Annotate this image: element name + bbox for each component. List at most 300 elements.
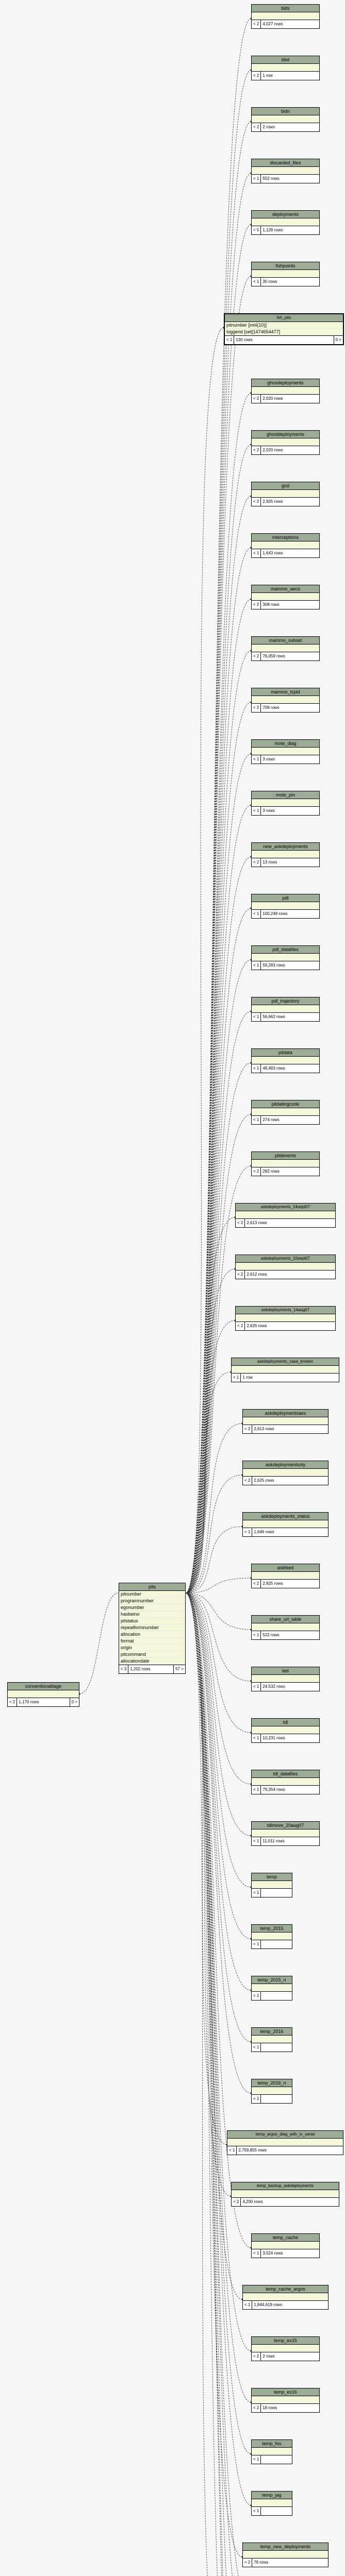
table-body-spacer [252,1984,292,1991]
table-tdlmove_20aug07[interactable] [251,1821,320,1846]
row-count: 100,249 rows [262,911,288,916]
column-row[interactable]: repeatformnumber [119,1624,185,1631]
table-name[interactable]: pitdata [252,1049,319,1057]
row-count: 282 rows [262,1169,280,1174]
table-meta [252,961,319,970]
parents-count: < 1 [252,1683,261,1691]
table-meta [243,1425,328,1433]
parents-count: < 1 [252,2455,261,2464]
table-name[interactable]: mammo_subset [252,637,319,645]
table-mammo_tcpid[interactable] [251,688,320,713]
edge-interceptions-to-pits [186,548,251,1593]
parents-count: < 2 [252,2352,261,2361]
edge-temp_jag-to-pits [186,1593,251,2505]
column-row[interactable]: pitnumber [int4(10)] [225,322,343,329]
table-name[interactable]: share_url_table [252,1616,319,1623]
table-meta [252,2455,292,2464]
table-temp_backup_askdeployments[interactable] [231,2182,339,2207]
table-name[interactable]: temp_fos [252,2440,292,2448]
table-name[interactable]: temp [252,1873,292,1881]
parents-count: < 1 [252,1786,261,1794]
table-name[interactable]: conventionalitage [8,1683,79,1690]
row-count: 18 rows [262,2405,277,2410]
table-name[interactable]: temp_ex16 [252,2388,319,2396]
parents-count: < 2 [252,601,261,609]
table-meta [243,2558,328,2567]
parents-count: < 1 [252,807,261,815]
table-meta [252,2094,292,2103]
table-temp_2015_n[interactable] [251,1976,292,2001]
parents-count: < 1 [252,1992,261,2000]
table-meta [252,1167,319,1176]
table-body-spacer [252,2036,292,2043]
table-name[interactable]: tdlmove_20aug07 [252,1822,319,1829]
table-temp[interactable] [251,1873,292,1897]
parents-count: < 2 [252,2404,261,2412]
table-body-spacer [252,2087,292,2094]
table-meta [252,1888,292,1897]
table-pdl_trajectory[interactable] [251,997,320,1022]
parents-count: < 2 [232,2198,241,2206]
parents-count: < 1 [252,961,261,970]
table-body-spacer [252,2345,319,2352]
table-body-spacer [252,696,319,703]
column-row[interactable]: programnumber [119,1598,185,1604]
edge-pdl_trajectory-to-pits [186,1011,251,1593]
row-count: 2,613 rows [254,1427,274,1431]
row-count: 130 rows [234,336,334,344]
row-count [261,1889,292,1897]
table-meta [252,549,319,557]
parents-count: < 1 [252,2043,261,2052]
row-count: 56,662 rows [262,1014,285,1019]
parents-count: < 2 [252,1167,261,1176]
table-body-spacer [252,438,319,446]
column-row[interactable]: format [119,1638,185,1645]
table-meta [252,446,319,454]
table-name[interactable]: new_askdeployments [252,843,319,851]
edge-temp_backup_askdeployments-to-pits [186,1593,231,2196]
table-name[interactable]: grid [252,482,319,490]
table-meta [252,1785,319,1794]
table-meta [252,497,319,506]
row-count: 1 row [262,73,273,78]
table-name[interactable]: askdeployments_24sept07 [236,1204,335,1211]
parents-count: < 2 [252,395,261,403]
table-mammo_subset[interactable] [251,636,320,661]
row-count: 11,011 rows [262,1839,285,1843]
children-count: 57 > [175,1667,184,1671]
table-name[interactable]: fsh_pits [225,314,343,322]
parents-count: < 1 [252,1013,261,1021]
table-ted[interactable] [251,1667,320,1691]
parents-count: < 1 [252,1940,261,1948]
table-body-spacer [252,799,319,806]
table-name[interactable]: deployments [252,211,319,218]
table-body-spacer [252,387,319,394]
table-temp_new_deployments[interactable] [242,2543,328,2567]
table-meta [252,1631,319,1639]
table-ghosdeployments[interactable] [251,379,320,403]
table-meta [252,277,319,286]
table-meta [252,652,319,660]
table-deployments[interactable] [251,210,320,235]
parents-count: < 1 [252,1734,261,1742]
table-temp_cache_argos[interactable] [242,2285,328,2310]
column-row[interactable]: pitcommand [119,1651,185,1658]
table-meta [252,123,319,131]
row-count: 2,612 rows [247,1272,267,1277]
table-meta [252,2506,292,2515]
table-meta [252,1837,319,1845]
table-askfeed[interactable] [251,1564,320,1588]
row-count: 4,027 rows [262,22,283,26]
edge-pdl-to-pits [186,908,251,1593]
table-meta [225,335,343,344]
children-count: 0 > [335,337,341,342]
edge-temp_2015_n-to-pits [186,1593,251,1990]
table-name[interactable]: askdeploymentsaes [243,1410,328,1417]
parents-count: < 3 [119,1665,128,1673]
row-count: 30 rows [262,279,277,284]
row-count: 3 rows [262,757,275,761]
parents-count: < 2 [8,1698,17,1706]
row-count [261,1940,292,1948]
table-name[interactable]: tdl_datafiles [252,1770,319,1778]
table-name[interactable]: pitdatingcode [252,1100,319,1108]
edge-fsh_pits-to-pits [186,328,224,1593]
table-body-spacer [252,1623,319,1631]
table-name[interactable]: pits [119,1583,185,1591]
column-row[interactable]: pitnumber [119,1591,185,1598]
table-meta [252,755,319,764]
parents-count: < 2 [243,1425,252,1433]
row-count: 10,231 rows [262,1736,285,1740]
table-new_askdeployments[interactable] [251,842,320,867]
table-meta [243,1476,328,1485]
row-count: 2,625 rows [247,1324,267,1328]
table-temp_ex15[interactable] [251,2336,320,2361]
table-meta [252,1579,319,1588]
table-body-spacer [243,1417,328,1425]
table-meta [243,1528,328,1536]
table-temp_cache[interactable] [251,2233,320,2258]
table-fsh_pits[interactable] [224,313,344,345]
table-meta [252,806,319,815]
table-body-spacer [227,2139,343,2146]
parents-count: < 1 [252,1116,261,1124]
parents-count: < 1 [232,1374,241,1382]
table-interceptions[interactable] [251,533,320,558]
table-temp_2016_n[interactable] [251,2079,292,2104]
table-body-spacer [252,1829,319,1837]
table-name[interactable]: temp_2015 [252,1925,292,1933]
table-tdl_datafiles[interactable] [251,1770,320,1794]
table-body-spacer [252,593,319,600]
row-count: 2,020 rows [262,448,283,452]
table-askdeploymentsoty[interactable] [242,1461,328,1485]
parents-count: < 1 [227,2146,237,2155]
table-name[interactable]: temp_cache [252,2234,319,2242]
table-name[interactable]: ted [252,1667,319,1675]
table-meta [252,703,319,712]
row-count: 2 rows [262,2354,275,2359]
table-askdeployments_status[interactable] [242,1512,328,1537]
table-meta [252,2352,319,2361]
table-bbd[interactable] [251,56,320,80]
parents-count: < 1 [252,1631,261,1639]
row-count: 274 rows [262,1117,280,1122]
table-name[interactable]: temp_2016 [252,2028,292,2036]
table-name[interactable]: askdeploymentsoty [243,1461,328,1469]
edge-bids-to-pits [186,19,251,1593]
table-body-spacer [236,1211,335,1218]
table-name[interactable]: pdl [252,894,319,902]
table-askdeploymentsaes[interactable] [242,1409,328,1434]
table-name[interactable]: temp_new_deployments [243,2543,328,2551]
table-meta [232,2197,339,2206]
parents-count: < 1 [252,755,261,764]
table-bidn[interactable] [251,107,320,132]
table-pdl[interactable] [251,894,320,919]
table-body-spacer [252,851,319,858]
table-name[interactable]: askdeployments_status [243,1513,328,1520]
table-temp_2015[interactable] [251,1924,292,1949]
table-name[interactable]: pitdevents [252,1152,319,1160]
row-count: 2,759,855 rows [238,2148,267,2153]
parents-count: < 1 [243,1528,252,1536]
table-share_url_table[interactable] [251,1615,320,1640]
parents-count: < 2 [252,446,261,454]
table-meta [227,2146,343,2155]
children-count: 0 > [71,1700,77,1704]
row-count: 1 row [242,1375,253,1380]
row-count: 79,354 rows [262,1787,285,1792]
table-mammo_aeco[interactable] [251,585,320,609]
row-count: 2,613 rows [247,1221,267,1225]
column-row[interactable]: allocation [119,1631,185,1638]
table-name[interactable]: askdeployments_14aug07 [236,1307,335,1314]
row-count: 552 rows [262,176,280,181]
parents-count: < 2 [236,1322,245,1330]
table-name[interactable]: pdl_trajectory [252,997,319,1005]
parents-count: < 1 [252,549,261,557]
table-askdeployments_24sept07[interactable] [235,1203,336,1228]
row-count: 76,059 rows [262,654,285,658]
row-count: 76 rows [254,2560,269,2565]
table-meta [119,1665,185,1673]
table-name[interactable]: pdl_datafiles [252,946,319,954]
table-meta [8,1698,79,1706]
table-body-spacer [252,1778,319,1785]
row-count: 59,283 rows [262,963,285,968]
parents-count: < 2 [252,704,261,712]
table-name[interactable]: mammo_aeco [252,585,319,593]
table-meta [252,2249,319,2258]
parents-count: < 1 [252,2507,261,2515]
parents-count: < 2 [243,1477,252,1485]
table-body-spacer [252,645,319,652]
column-row[interactable]: egonumber [119,1604,185,1611]
table-fishpoints[interactable] [251,262,320,286]
parents-count: < 1 [252,2095,261,2103]
table-meta [252,1682,319,1691]
row-count: 1,170 rows [17,1698,70,1706]
edge-temp_fos-to-pits [186,1593,251,2454]
table-name[interactable]: tdl [252,1719,319,1726]
table-name[interactable]: temp_jag [252,2492,292,2499]
table-name[interactable]: mote_pin [252,791,319,799]
row-count: 522 rows [262,1633,280,1637]
table-name[interactable]: temp_argos_diag_with_tx_serial [227,2131,343,2139]
table-grid[interactable] [251,482,320,506]
table-pitdata[interactable] [251,1048,320,1073]
table-conventionalitage[interactable] [7,1682,79,1707]
table-name[interactable]: mammo_tcpid [252,688,319,696]
edge-tdlmove_20aug07-to-pits [186,1593,251,1836]
table-meta [252,600,319,609]
row-count: 2,925 rows [262,1581,283,1586]
table-name[interactable]: askdeployments_10sept07 [236,1255,335,1263]
table-name[interactable]: discarded_files [252,159,319,167]
row-count: 1,128 rows [262,228,283,232]
table-mote_pin[interactable] [251,791,320,816]
edge-askdeployments_24sept07-to-pits [186,1217,235,1593]
table-name[interactable]: temp_ex15 [252,2337,319,2345]
row-count: 49,483 rows [262,1066,285,1071]
row-count [261,2507,292,2515]
parents-count: < 2 [243,2558,252,2567]
table-name[interactable]: askfeed [252,1564,319,1572]
table-mote_diag[interactable] [251,739,320,764]
row-count: 2 rows [262,125,275,129]
row-count [261,2455,292,2464]
table-body-spacer [252,902,319,909]
parents-count: < 2 [236,1219,245,1227]
table-meta [252,1012,319,1021]
edge-askdeploymentsaes-to-pits [186,1423,242,1593]
table-temp_ex16[interactable] [251,2388,320,2413]
table-name[interactable]: ghostdeployments [252,431,319,438]
table-name[interactable]: temp_2015_n [252,1976,292,1984]
parents-count: < 2 [252,498,261,506]
table-pitdevents[interactable] [251,1151,320,1176]
row-count: 1,844,619 rows [254,2302,283,2307]
row-count: 1,202 rows [128,1665,174,1673]
edge-temp_ex15-to-pits [186,1593,251,2351]
edge-temp_new_deployments-to-pits [186,1593,242,2557]
table-meta [252,394,319,403]
table-pdl_datafiles[interactable] [251,945,320,970]
parents-count: < 1 [252,175,261,183]
row-count [261,2095,292,2103]
row-count: 2,925 rows [262,499,283,504]
parents-count: < 2 [252,123,261,131]
parents-count: < 5 [252,226,261,234]
table-body-spacer [243,1469,328,1476]
column-row[interactable]: pitstatus [119,1618,185,1624]
table-body-spacer [252,218,319,226]
table-ghostdeployments[interactable] [251,430,320,455]
parents-count: < 1 [252,278,261,286]
parents-count: < 2 [252,72,261,80]
table-meta [252,1991,292,2000]
parents-count: < 1 [252,1837,261,1845]
table-name[interactable]: temp_backup_askdeployments [232,2182,339,2190]
table-body-spacer [252,167,319,174]
column-row[interactable]: origin [119,1645,185,1651]
row-count [261,2043,292,2052]
table-body-spacer [252,12,319,20]
table-body-spacer [252,2242,319,2249]
table-askdeployments_10sept07[interactable] [235,1255,336,1279]
table-body-spacer [252,2448,292,2455]
table-name[interactable]: fishpoints [252,262,319,270]
table-discarded_files[interactable] [251,159,320,183]
row-count: 308 rows [262,602,280,607]
row-count: 3 rows [262,808,275,813]
table-pitdatingcode[interactable] [251,1100,320,1125]
table-temp_jag[interactable] [251,2491,292,2516]
table-meta [252,174,319,183]
table-name[interactable]: interceptions [252,534,319,541]
parents-count: < 1 [225,336,234,344]
table-meta [252,71,319,80]
table-body-spacer [252,1675,319,1682]
table-body-spacer [252,115,319,123]
table-name[interactable]: askdeployments_case_broken [232,1358,339,1366]
table-body-spacer [252,1057,319,1064]
table-body-spacer [252,1160,319,1167]
table-meta [252,2043,292,2052]
table-body-spacer [252,270,319,277]
column-row[interactable]: loggerid [set[1474654477] [225,329,343,335]
edge-grid-to-pits [186,496,251,1593]
parents-count: < 1 [252,2249,261,2258]
table-temp_argos_diag_with_tx_serial[interactable] [227,2130,343,2155]
table-body-spacer [243,1520,328,1528]
table-body-spacer [252,64,319,71]
column-row[interactable]: hasbeino [119,1611,185,1618]
table-temp_2016[interactable] [251,2027,292,2052]
table-tdl[interactable] [251,1718,320,1743]
table-name[interactable]: mote_diag [252,740,319,748]
table-name[interactable]: bbd [252,56,319,64]
parents-count: < 1 [252,1889,261,1897]
row-count: 2,020 rows [262,396,283,401]
table-bids[interactable] [251,4,320,29]
table-name[interactable]: temp_cache_argos [243,2285,328,2293]
table-name[interactable]: bidn [252,108,319,115]
parents-count: < 1 [252,910,261,918]
table-askdeployments_14aug07[interactable] [235,1306,336,1331]
table-body-spacer [252,954,319,961]
table-body-spacer [232,1366,339,1373]
table-temp_fos[interactable] [251,2439,292,2464]
table-askdeployments_case_broken[interactable] [231,1358,339,1382]
table-meta [252,20,319,28]
table-name[interactable]: temp_2016_n [252,2079,292,2087]
table-meta [252,858,319,867]
table-pits[interactable] [119,1583,186,1674]
table-body-spacer [252,2499,292,2506]
table-name[interactable]: bids [252,5,319,12]
table-body-spacer [252,2396,319,2403]
edge-mammo_aeco-to-pits [186,599,251,1593]
column-row[interactable]: allocationdate [119,1658,185,1665]
table-name[interactable]: ghosdeployments [252,379,319,387]
table-meta [252,1115,319,1124]
